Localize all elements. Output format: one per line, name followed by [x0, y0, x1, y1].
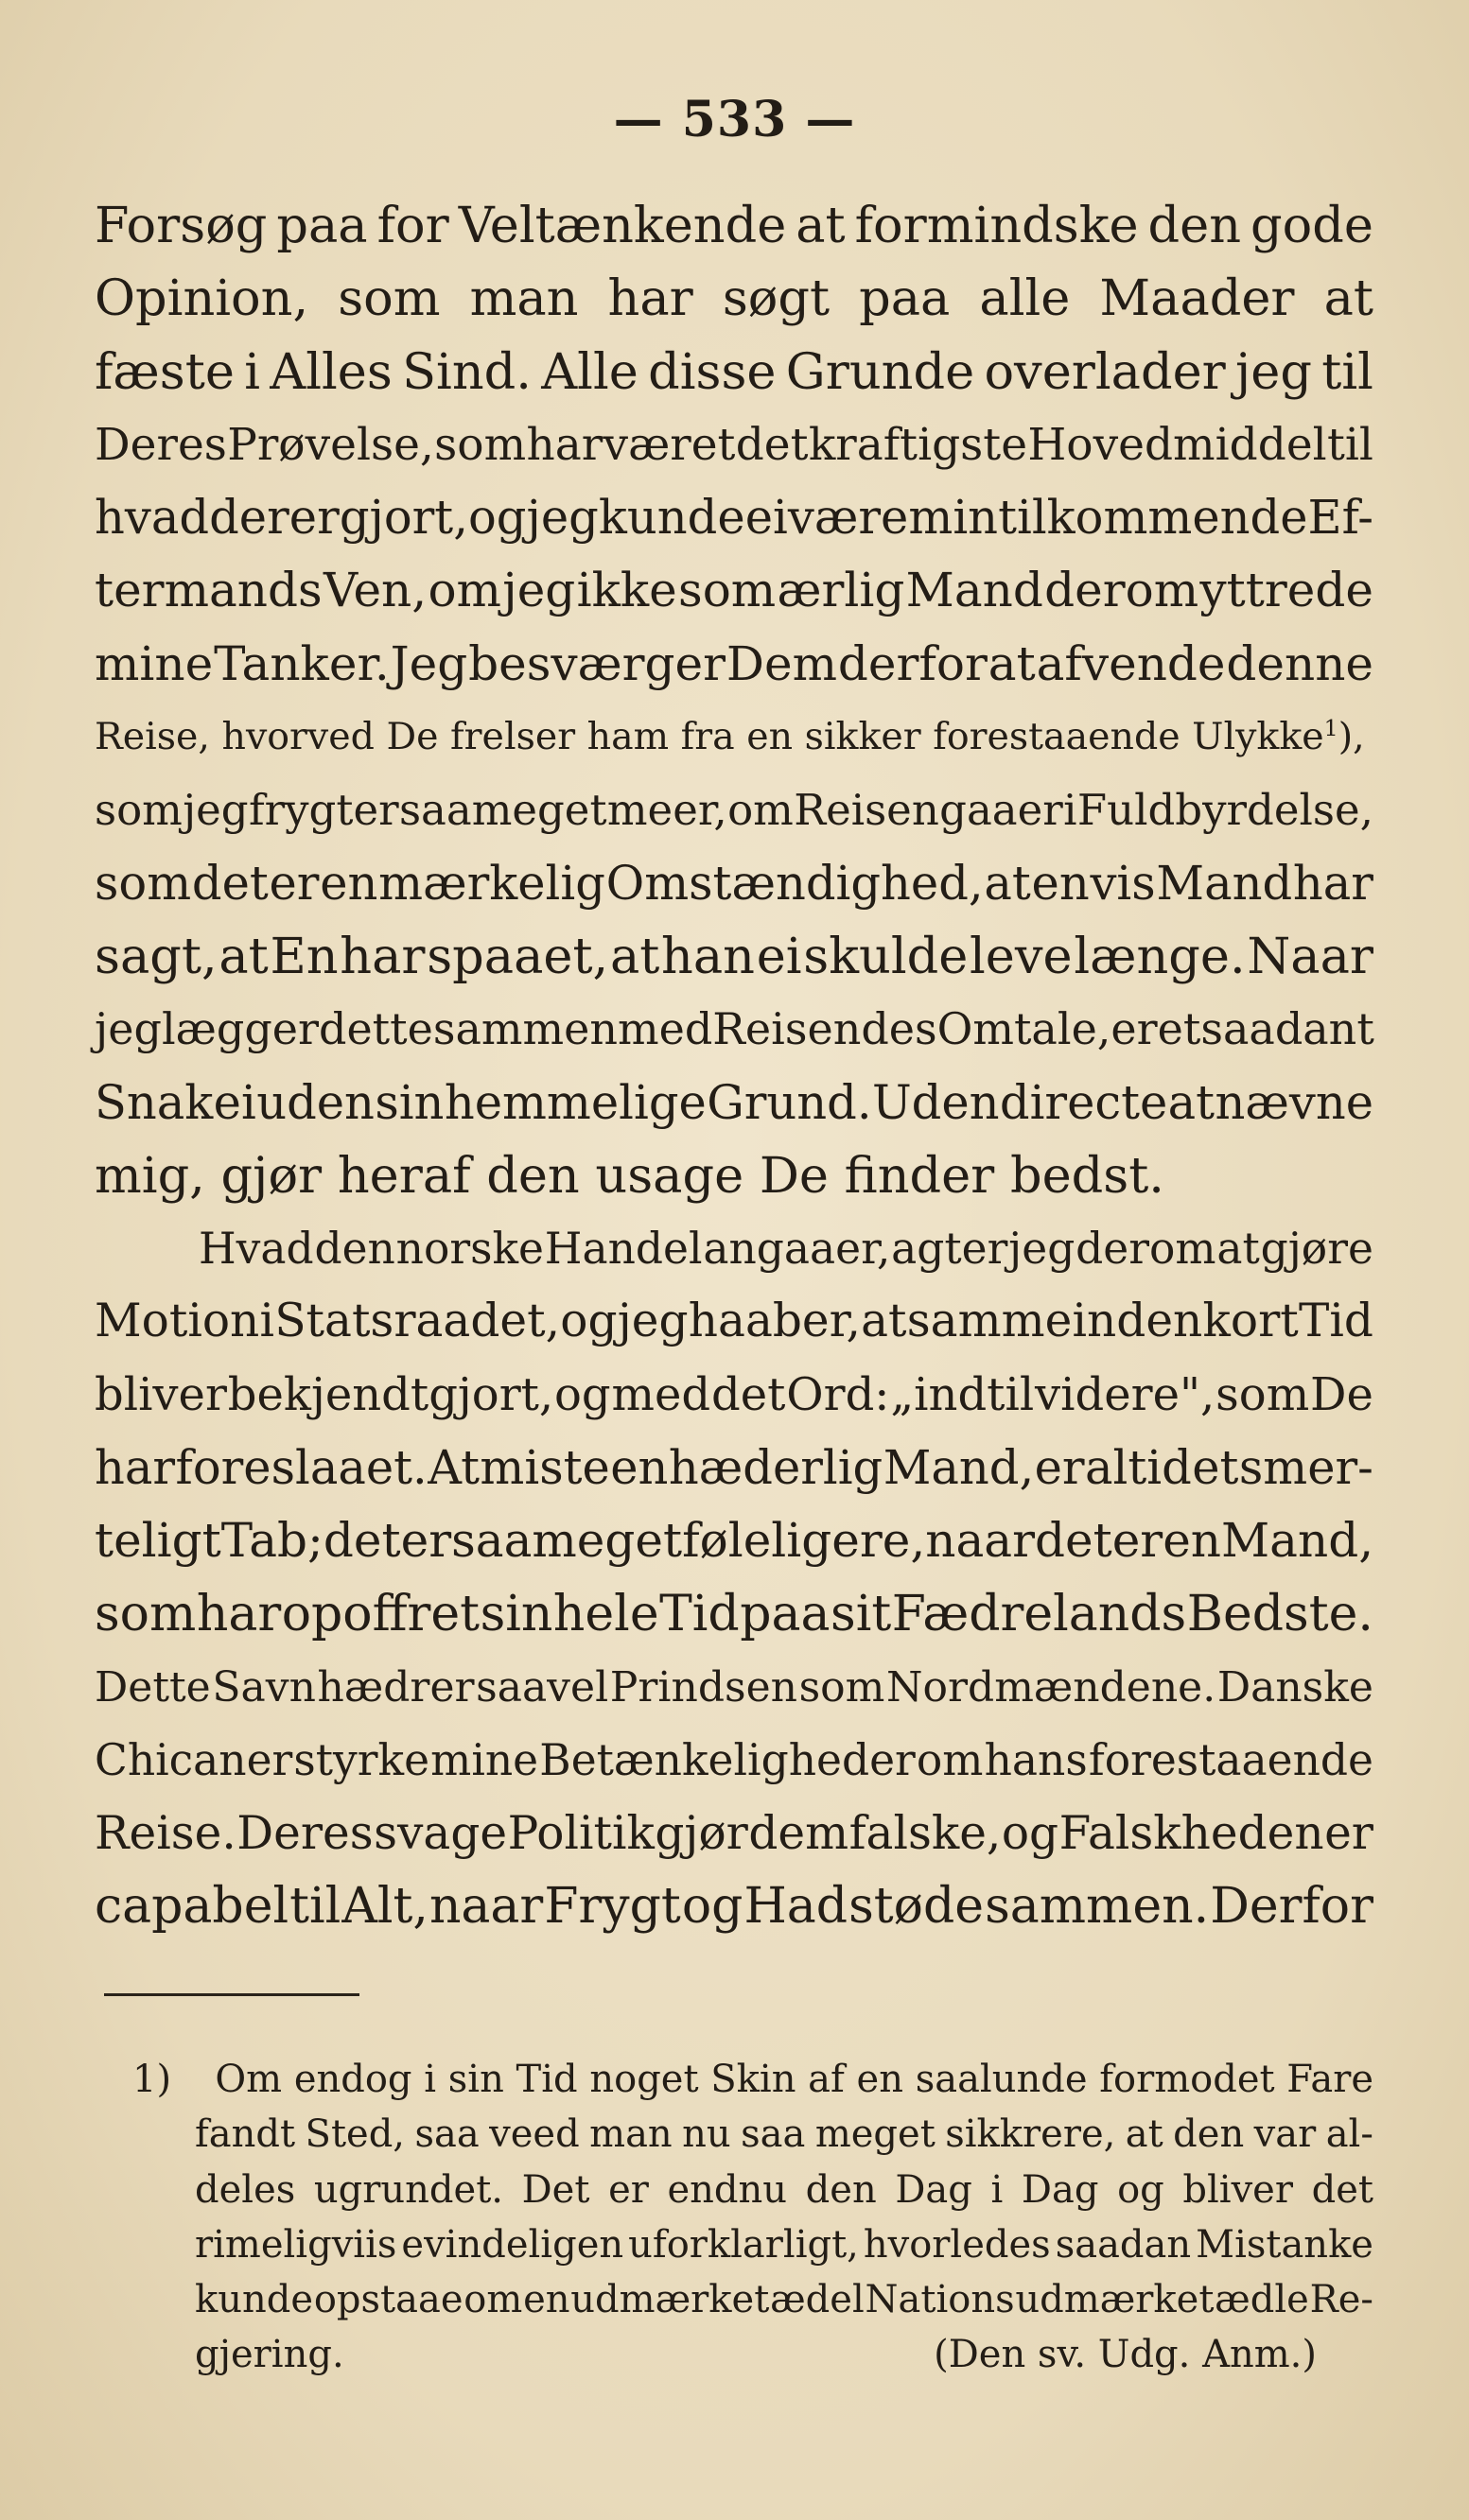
word: i	[1063, 785, 1077, 836]
word: gaaer	[939, 785, 1063, 836]
word: dette	[319, 1003, 433, 1055]
footnote-line	[132, 2272, 1373, 2327]
word: ædel	[770, 2278, 865, 2322]
word: været	[603, 418, 736, 471]
word: støde	[848, 1877, 985, 1935]
word: uforklarligt,	[628, 2222, 859, 2267]
word: derom	[1044, 563, 1199, 618]
word: At	[428, 1440, 480, 1496]
text-line	[95, 1504, 1373, 1577]
word: gjort,	[339, 490, 468, 546]
word: Opinion,	[95, 269, 309, 328]
word: har	[95, 1440, 176, 1496]
footnote-line: 1) Om endog i sin Tid noget Skin af en saalunde formodet Fare	[132, 2052, 1373, 2107]
word: som	[434, 418, 527, 471]
word: falske,	[848, 1806, 1002, 1860]
word: være	[787, 490, 909, 546]
word: fandt	[195, 2112, 296, 2157]
word: har	[607, 269, 693, 328]
word: Reise.	[95, 1806, 236, 1860]
word: det	[1034, 1513, 1112, 1569]
word: tilkommende	[998, 490, 1308, 546]
word: til	[1321, 342, 1373, 401]
word: derfor	[837, 635, 988, 691]
word: gjør	[655, 1806, 748, 1860]
word: og	[560, 1295, 618, 1348]
word: Statsraadet,	[274, 1295, 560, 1348]
word: paa	[276, 197, 368, 254]
word: er	[1324, 1806, 1373, 1860]
word: gjøre	[1260, 1224, 1373, 1275]
word: man	[589, 2112, 673, 2157]
word: jeg	[502, 563, 576, 618]
word: Dag	[895, 2167, 972, 2212]
word: paa	[859, 269, 951, 328]
word: et	[1157, 1003, 1201, 1055]
word: har	[340, 927, 426, 985]
word: føleligere,	[682, 1513, 926, 1569]
text-line	[95, 1870, 1373, 1943]
word: om	[428, 563, 501, 618]
word: at	[796, 197, 846, 254]
text-line	[95, 1212, 1373, 1285]
word: Uden	[871, 1074, 1000, 1130]
word: Savn	[212, 1662, 316, 1712]
word: Forsøg	[95, 197, 268, 254]
word: lægger	[161, 1003, 319, 1055]
word: som	[798, 1662, 885, 1712]
word: i	[259, 1295, 275, 1348]
word: sin	[480, 1585, 553, 1642]
word: han	[661, 927, 755, 985]
text-line	[95, 1067, 1373, 1139]
word: endnu	[667, 2167, 788, 2212]
word: Re-	[1309, 2278, 1373, 2322]
word: saameget	[398, 785, 607, 836]
word: denne	[1226, 635, 1373, 691]
word: naar	[925, 1513, 1035, 1569]
word: er	[1111, 1513, 1163, 1569]
word: Grunde	[785, 342, 975, 401]
word: til	[289, 1877, 341, 1935]
word: til	[1326, 418, 1373, 471]
word: bekjendtgjort,	[227, 1367, 554, 1421]
word: sammen.	[985, 1877, 1210, 1935]
word: Mand,	[883, 1440, 1035, 1496]
footnote-divider	[104, 1993, 359, 1996]
word: sin	[375, 1074, 445, 1130]
word: Betænkeligheder	[539, 1735, 916, 1786]
word: dem	[748, 1806, 849, 1860]
word: Mand	[1156, 855, 1293, 911]
word: er	[400, 1513, 452, 1569]
word: en	[1031, 855, 1090, 911]
word: Frygt	[544, 1877, 681, 1935]
word: besværger	[468, 635, 726, 691]
word: leve	[970, 927, 1073, 985]
word: Dette	[95, 1662, 211, 1712]
word: sit	[831, 1585, 892, 1642]
word: nævne	[1215, 1074, 1373, 1130]
word: derom	[1076, 1224, 1216, 1275]
word: bliver	[1182, 2167, 1293, 2212]
word: den	[314, 1224, 395, 1275]
word: som	[95, 1585, 197, 1642]
word: Alle	[541, 342, 638, 401]
word: hans	[984, 1735, 1088, 1786]
text-line	[95, 773, 1373, 846]
word: Had	[743, 1877, 848, 1935]
word: kunde	[195, 2278, 314, 2322]
word: den	[1147, 197, 1242, 254]
word: Snak	[95, 1074, 214, 1130]
word: saadan	[1055, 2222, 1192, 2267]
word: vis	[1090, 855, 1156, 911]
word: Omstændighed,	[605, 855, 984, 911]
word: hele	[552, 1585, 659, 1642]
word: Dem	[726, 635, 838, 691]
word: hædrer	[317, 1662, 475, 1712]
word: at	[1323, 269, 1373, 328]
word: mine	[430, 1735, 539, 1786]
word: „indtil	[890, 1367, 1035, 1421]
word: Det	[521, 2167, 590, 2212]
word: som	[1215, 1367, 1310, 1421]
word: i	[990, 2167, 1004, 2212]
word: har	[1292, 855, 1373, 911]
word: fæste	[95, 342, 235, 401]
word: altid	[1085, 1440, 1192, 1496]
word: er	[289, 490, 340, 546]
word: Hovedmiddel	[1027, 418, 1327, 471]
word: i	[244, 342, 260, 401]
word: og	[681, 1877, 743, 1935]
word: paa	[740, 1585, 831, 1642]
word: Handel	[544, 1224, 703, 1275]
word: Dag	[1021, 2167, 1099, 2212]
word: evindeligen	[401, 2222, 624, 2267]
word: hæderlig	[668, 1440, 883, 1496]
word: Mand	[905, 563, 1043, 618]
word: opstaae	[313, 2278, 463, 2322]
word: der	[209, 490, 289, 546]
word: spaaet,	[427, 927, 609, 985]
word: Tid	[1299, 1295, 1373, 1348]
text-line	[95, 262, 1373, 335]
word: Falskheden	[1058, 1806, 1324, 1860]
word: yttrede	[1199, 563, 1373, 618]
word: for	[376, 197, 449, 254]
word: uden	[256, 1074, 375, 1130]
word: med	[618, 1003, 713, 1055]
word: at	[1167, 1074, 1215, 1130]
word: Mistanke	[1196, 2222, 1373, 2267]
word: at	[609, 927, 660, 985]
word: at	[988, 635, 1036, 691]
text-line	[95, 993, 1373, 1066]
word: jeg	[526, 490, 599, 546]
word: saa	[741, 2112, 806, 2157]
word: Sted,	[305, 2112, 406, 2157]
paragraph-1	[95, 189, 1373, 1212]
word: det	[191, 855, 269, 911]
word: Reisendes	[712, 1003, 937, 1055]
word: Ord:	[786, 1367, 890, 1421]
word: saadant	[1200, 1003, 1374, 1055]
word: Tanker.	[214, 635, 390, 691]
word: Chicaner	[95, 1735, 293, 1786]
word: frygter	[248, 785, 399, 836]
word: Prindsen	[609, 1662, 797, 1712]
word: har	[526, 418, 603, 471]
editor-note: (Den sv. Udg. Anm.)	[934, 2333, 1317, 2377]
word: Deres	[95, 418, 227, 471]
word: ædle	[1215, 2278, 1309, 2322]
word: rimeligviis	[195, 2222, 397, 2267]
word: Tid	[659, 1585, 740, 1642]
word: deles	[195, 2167, 296, 2212]
word: var	[1253, 2112, 1317, 2157]
word: Fædrelands	[891, 1585, 1187, 1642]
word: mine	[95, 635, 214, 691]
word: Prøvelse,	[227, 418, 434, 471]
text-line: Reise, hvorved De frelser ham fra en sikker forestaaende Ulykke$^1$),	[95, 714, 1365, 759]
word: hvad	[95, 490, 210, 546]
word: kraftigste	[808, 418, 1028, 471]
word: ei	[744, 490, 788, 546]
footnote-line	[132, 2217, 1373, 2272]
word: hemmelige	[444, 1074, 707, 1130]
text-line	[95, 408, 1373, 481]
word: kort	[1202, 1295, 1299, 1348]
word: bliver	[95, 1367, 227, 1421]
word: Grund.	[707, 1074, 872, 1130]
word: om	[727, 785, 794, 836]
word: som	[95, 785, 183, 836]
word: og	[1117, 2167, 1164, 2212]
word: Fuldbyrdelse,	[1076, 785, 1373, 836]
word: nu	[682, 2112, 731, 2157]
word: Mand,	[1220, 1513, 1374, 1569]
word: at	[984, 855, 1031, 911]
footnote-line	[132, 2107, 1373, 2162]
word: disse	[648, 342, 777, 401]
word: styrke	[293, 1735, 430, 1786]
word: forestaaende	[1088, 1735, 1373, 1786]
text-line	[95, 1359, 1373, 1432]
word: Nations	[865, 2278, 1015, 2322]
word: søgt	[722, 269, 831, 328]
word: som	[678, 563, 777, 618]
word: De	[1310, 1367, 1373, 1421]
word: Alles	[270, 342, 393, 401]
word: alle	[979, 269, 1071, 328]
word: hvorledes	[863, 2222, 1051, 2267]
text-line	[95, 1578, 1373, 1651]
text-line	[95, 847, 1373, 920]
word: saa	[414, 2112, 480, 2157]
word: er	[269, 855, 320, 911]
word: teligt	[95, 1513, 221, 1569]
word: længe.	[1074, 927, 1246, 985]
word: smer-	[1238, 1440, 1373, 1496]
word: Derfor	[1210, 1877, 1373, 1935]
word: en	[1163, 1513, 1221, 1569]
word: det	[711, 1367, 786, 1421]
word: en	[320, 855, 378, 911]
word: Jeg	[390, 635, 468, 691]
word: saavel	[476, 1662, 609, 1712]
text-line	[95, 481, 1373, 554]
word: termands	[95, 563, 323, 618]
word: og	[467, 490, 527, 546]
word: Motion	[95, 1295, 260, 1348]
word: jeg	[1008, 1224, 1076, 1275]
word: sikkrere,	[945, 2112, 1116, 2157]
word: kunde	[598, 490, 745, 546]
word: overlader	[984, 342, 1226, 401]
page-number: — 533 —	[613, 91, 856, 148]
text-line	[95, 920, 1373, 993]
word: Reisen	[794, 785, 939, 836]
word: Naar	[1247, 927, 1373, 985]
word: det	[735, 418, 809, 471]
word: meget	[814, 2112, 936, 2157]
word: og	[554, 1367, 611, 1421]
footnote-line	[132, 2163, 1373, 2217]
word: Ven,	[323, 563, 428, 618]
footnote	[132, 2052, 1373, 2383]
text-line	[95, 1285, 1373, 1358]
text-line	[95, 336, 1373, 408]
word: capabel	[95, 1877, 289, 1935]
word: det	[323, 1513, 401, 1569]
word: mærkelig	[378, 855, 605, 911]
word: at	[1125, 2112, 1163, 2157]
word: Hvad	[199, 1224, 314, 1275]
footnote-line: gjering. (Den sv. Udg. Anm.)	[132, 2327, 1373, 2382]
word: haaber,	[688, 1295, 861, 1348]
word: et	[1192, 1440, 1239, 1496]
text-line	[95, 1651, 1373, 1724]
word: udmærket	[1015, 2278, 1215, 2322]
text-line: mig, gjør heraf den usage De finder bedst.	[95, 1146, 1164, 1205]
word: sammen	[432, 1003, 618, 1055]
word: ikke	[576, 563, 677, 618]
word: som	[338, 269, 441, 328]
word: angaaer,	[703, 1224, 891, 1275]
word: er	[1110, 1003, 1158, 1055]
text-line	[95, 554, 1373, 627]
word: jeg	[95, 1003, 162, 1055]
word: den	[805, 2167, 877, 2212]
word: Sind.	[402, 342, 532, 401]
word: Maader	[1099, 269, 1295, 328]
word: opoffret	[281, 1585, 481, 1642]
word: om	[463, 2278, 523, 2322]
word: Deres	[236, 1806, 374, 1860]
footnote-marker: 1)	[132, 2058, 172, 2101]
word: skulde	[803, 927, 969, 985]
word: svage	[374, 1806, 508, 1860]
word: miste	[480, 1440, 610, 1496]
word: ei	[756, 927, 802, 985]
word: man	[469, 269, 579, 328]
word: foreslaaet.	[175, 1440, 428, 1496]
word: jeg	[183, 785, 249, 836]
word: Veltænkende	[458, 197, 787, 254]
word: er	[608, 2167, 649, 2212]
word: ugrundet.	[313, 2167, 503, 2212]
word: jeg	[617, 1295, 689, 1348]
word: Nordmændene.	[886, 1662, 1216, 1712]
word: og	[1001, 1806, 1059, 1860]
word: videre",	[1035, 1367, 1215, 1421]
word: directe	[999, 1074, 1168, 1130]
word: gode	[1250, 197, 1373, 254]
word: norske	[395, 1224, 544, 1275]
word: En	[270, 927, 339, 985]
word: Politik	[507, 1806, 655, 1860]
word: formindske	[854, 197, 1139, 254]
footnote-reference: 1	[1323, 714, 1338, 741]
word: naar	[428, 1877, 544, 1935]
word: at	[861, 1295, 907, 1348]
word: Bedste.	[1186, 1585, 1373, 1642]
word: ærlig	[777, 563, 905, 618]
word: samme	[906, 1295, 1073, 1348]
word: veed	[489, 2112, 580, 2157]
word: sagt,	[95, 927, 218, 985]
text-line	[95, 189, 1373, 262]
word: min	[908, 490, 999, 546]
paragraph-2	[95, 1212, 1373, 1943]
word: om	[916, 1735, 984, 1786]
word: at	[1216, 1224, 1260, 1275]
word: Ef-	[1307, 490, 1373, 546]
word: har	[196, 1585, 282, 1642]
text-line	[95, 628, 1373, 701]
word: at	[219, 927, 269, 985]
word: er	[1034, 1440, 1085, 1496]
word: Alt,	[341, 1877, 428, 1935]
word: al-	[1325, 2112, 1373, 2157]
word: Omtale,	[936, 1003, 1111, 1055]
word: ei	[213, 1074, 256, 1130]
word: meer,	[606, 785, 727, 836]
word: saameget	[451, 1513, 683, 1569]
main-text	[95, 189, 1373, 1943]
word: som	[95, 855, 192, 911]
word: Danske	[1216, 1662, 1373, 1712]
word: agter	[891, 1224, 1008, 1275]
text-line	[95, 1432, 1373, 1504]
word: det	[1311, 2167, 1373, 2212]
text-line	[95, 1798, 1373, 1870]
word: jeg	[1235, 342, 1312, 401]
text-line	[95, 1724, 1373, 1797]
word: med	[611, 1367, 711, 1421]
word: en	[610, 1440, 669, 1496]
word: en	[523, 2278, 570, 2322]
word: inden	[1072, 1295, 1203, 1348]
word: den	[1173, 2112, 1245, 2157]
word: afvende	[1036, 635, 1226, 691]
word: Tab;	[220, 1513, 324, 1569]
word: udmærket	[570, 2278, 770, 2322]
